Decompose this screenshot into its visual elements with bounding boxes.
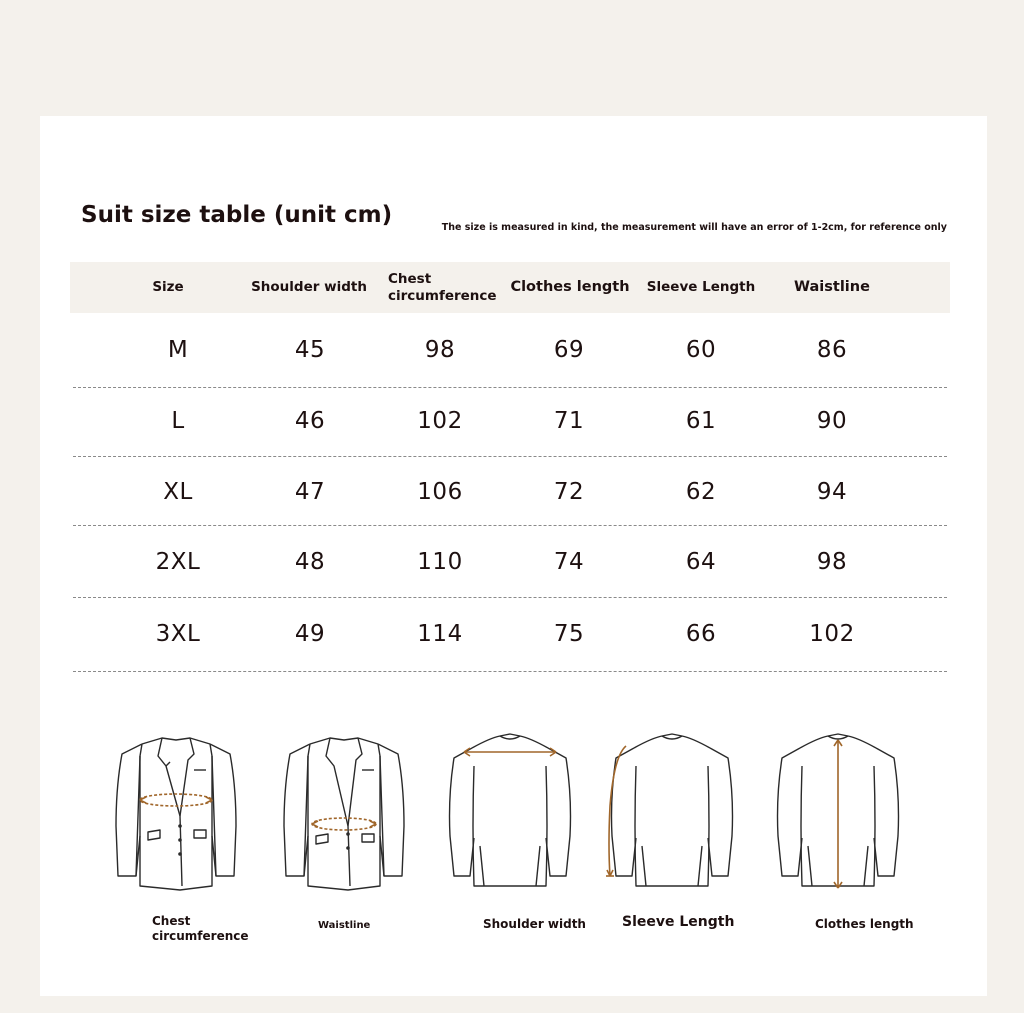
- measurement-note: The size is measured in kind, the measurement will have an error of 1-2cm, for reference only: [441, 222, 947, 233]
- header-chest-line1: Chest: [388, 270, 432, 287]
- cell-length: 72: [553, 479, 585, 505]
- cell-length: 71: [553, 408, 585, 434]
- cell-chest: 106: [417, 479, 463, 505]
- cell-size: 3XL: [155, 621, 201, 647]
- jacket-front-icon: [110, 726, 242, 891]
- cell-chest: 98: [424, 337, 456, 363]
- caption-shoulder-width: Shoulder width: [483, 917, 586, 931]
- cell-waist: 94: [816, 479, 848, 505]
- table-header: [70, 262, 950, 313]
- cell-waist: 102: [809, 621, 855, 647]
- row-divider: [73, 597, 947, 598]
- table-row: [73, 386, 947, 456]
- cell-length: 74: [553, 549, 585, 575]
- cell-size: M: [167, 337, 189, 363]
- jacket-back-icon: [606, 726, 738, 891]
- table-row: [73, 527, 947, 597]
- measurement-illustrations: [40, 716, 987, 943]
- row-divider: [73, 525, 947, 526]
- cell-shoulder: 45: [294, 337, 326, 363]
- size-chart-card: [40, 116, 987, 996]
- header-sleeve-length: Sleeve Length: [646, 279, 756, 295]
- header-shoulder-width: Shoulder width: [251, 279, 367, 295]
- jacket-front-icon: [278, 726, 410, 891]
- cell-size: 2XL: [155, 549, 201, 575]
- table-row: [73, 457, 947, 527]
- caption-sleeve-length: Sleeve Length: [622, 914, 735, 930]
- caption-chest-line2: circumference: [152, 929, 249, 943]
- cell-chest: 114: [417, 621, 463, 647]
- cell-length: 75: [553, 621, 585, 647]
- header-waistline: Waistline: [794, 279, 870, 295]
- header-size: Size: [152, 279, 184, 295]
- cell-sleeve: 64: [685, 549, 717, 575]
- cell-sleeve: 61: [685, 408, 717, 434]
- caption-clothes-length: Clothes length: [815, 917, 914, 931]
- cell-waist: 86: [816, 337, 848, 363]
- header-clothes-length: Clothes length: [510, 279, 630, 295]
- cell-chest: 102: [417, 408, 463, 434]
- cell-shoulder: 49: [294, 621, 326, 647]
- table-row: [73, 315, 947, 385]
- jacket-back-icon: [444, 726, 576, 891]
- cell-waist: 98: [816, 549, 848, 575]
- table-row: [73, 599, 947, 669]
- cell-size: XL: [163, 479, 193, 505]
- cell-waist: 90: [816, 408, 848, 434]
- caption-waistline: Waistline: [318, 920, 371, 931]
- cell-sleeve: 60: [685, 337, 717, 363]
- caption-chest-line1: Chest: [152, 914, 191, 928]
- cell-chest: 110: [417, 549, 463, 575]
- caption-chest-circumference: [152, 914, 249, 944]
- header-chest-circumference: [388, 262, 508, 313]
- cell-length: 69: [553, 337, 585, 363]
- cell-sleeve: 62: [685, 479, 717, 505]
- cell-shoulder: 48: [294, 549, 326, 575]
- jacket-back-icon: [772, 726, 904, 891]
- page-title: Suit size table (unit cm): [81, 202, 393, 228]
- cell-size: L: [171, 408, 185, 434]
- header-chest-line2: circumference: [388, 287, 497, 304]
- cell-shoulder: 47: [294, 479, 326, 505]
- cell-sleeve: 66: [685, 621, 717, 647]
- cell-shoulder: 46: [294, 408, 326, 434]
- row-divider: [73, 671, 947, 672]
